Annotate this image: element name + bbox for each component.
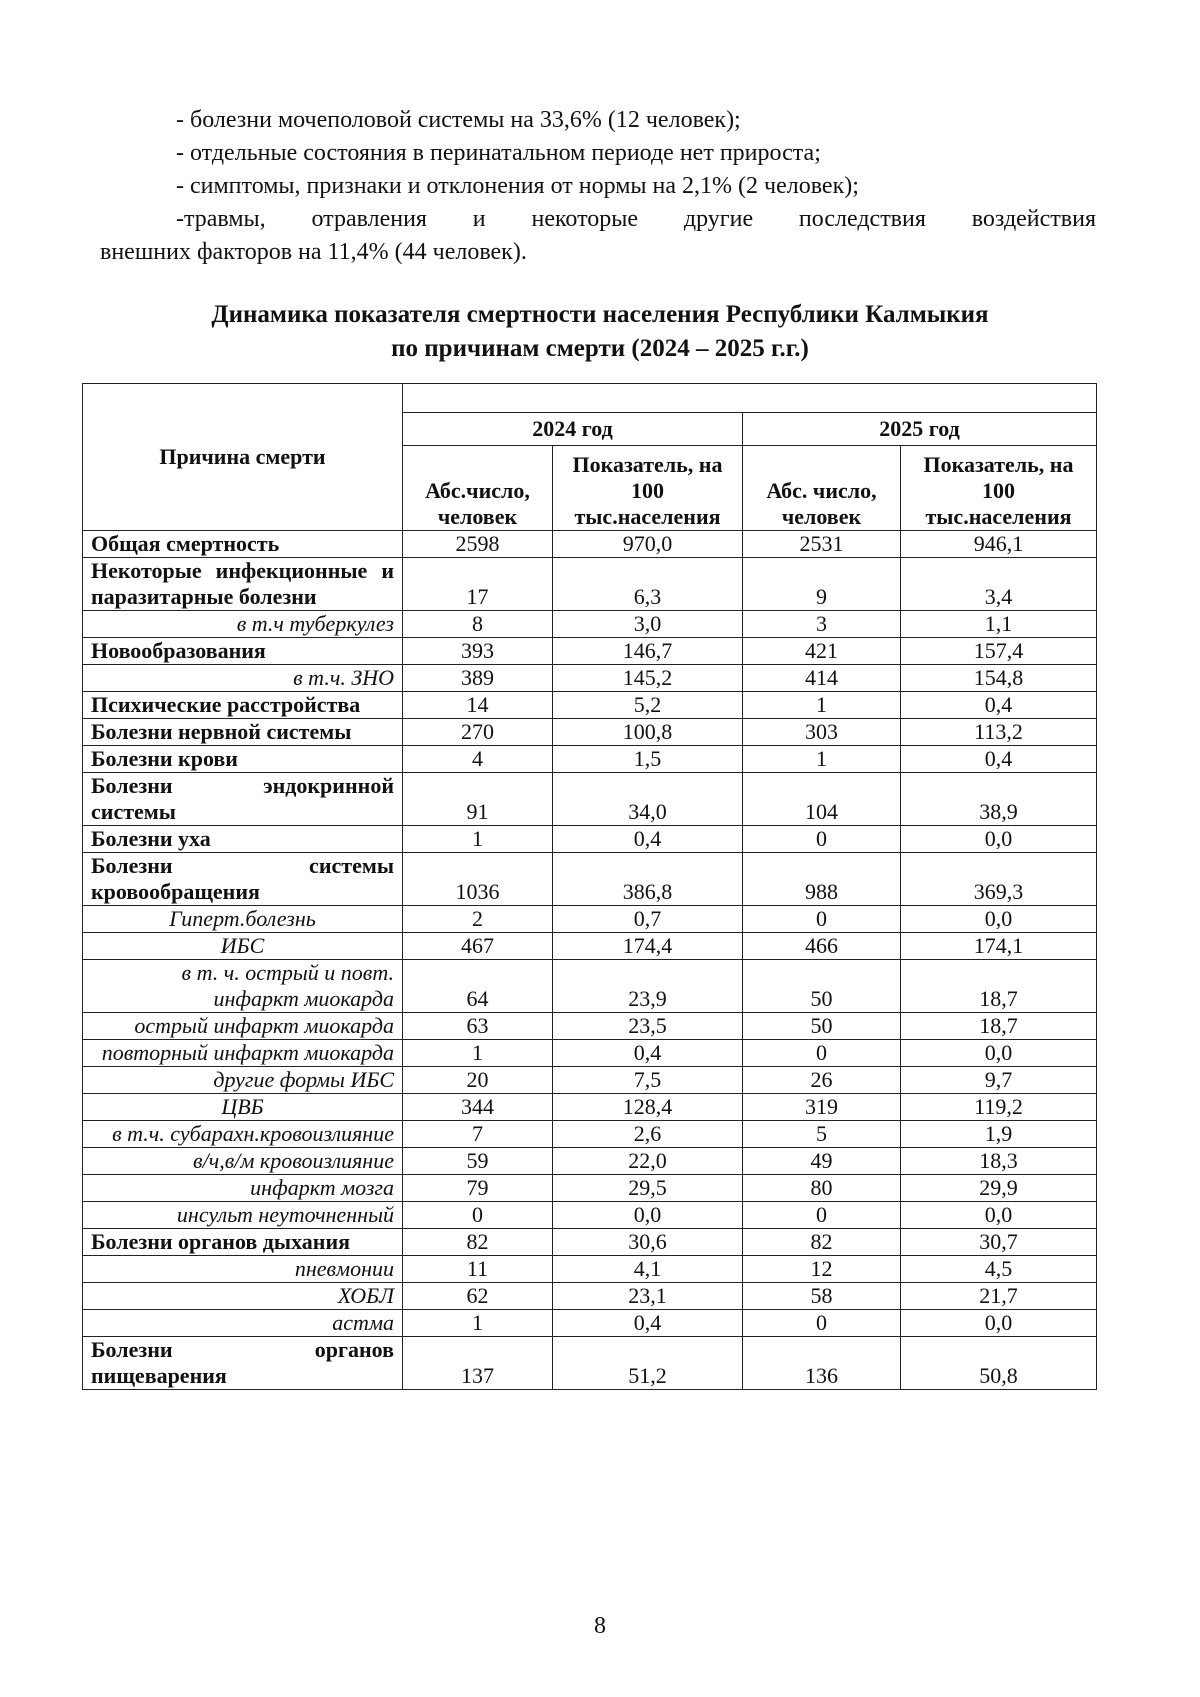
table-row	[83, 1148, 1097, 1175]
cause-name: Болезни органов дыхания	[83, 1229, 403, 1256]
abs-2025: 136	[743, 1337, 901, 1390]
abs-2025: 0	[743, 1310, 901, 1337]
abs-2024: 1	[403, 826, 553, 853]
table-row	[83, 853, 1097, 906]
table-row	[83, 611, 1097, 638]
abs-2024: 1036	[403, 853, 553, 906]
rate-2024: 3,0	[553, 611, 743, 638]
abs-2024: 389	[403, 665, 553, 692]
cause-name: ИБС	[83, 933, 403, 960]
abs-2024: 79	[403, 1175, 553, 1202]
table-row	[83, 1283, 1097, 1310]
abs-2024: 137	[403, 1337, 553, 1390]
abs-2024: 17	[403, 558, 553, 611]
rate-2025: 174,1	[901, 933, 1097, 960]
cause-name: ХОБЛ	[83, 1283, 403, 1310]
abs-2025: 50	[743, 1013, 901, 1040]
abs-2025: 5	[743, 1121, 901, 1148]
cause-header: Причина смерти	[83, 384, 403, 531]
rate-2024: 30,6	[553, 1229, 743, 1256]
rate-2024: 51,2	[553, 1337, 743, 1390]
rate-2024-header: Показатель, на 100 тыс.населения	[553, 446, 743, 531]
intro-line: -травмы, отравления и некоторые другие последствия воздействия	[176, 206, 1096, 232]
rate-2024: 4,1	[553, 1256, 743, 1283]
rate-2024: 146,7	[553, 638, 743, 665]
abs-2025: 0	[743, 1040, 901, 1067]
rate-2025: 29,9	[901, 1175, 1097, 1202]
abs-2025: 9	[743, 558, 901, 611]
abs-2025: 303	[743, 719, 901, 746]
table-row	[83, 665, 1097, 692]
rate-2025: 157,4	[901, 638, 1097, 665]
rate-2025: 9,7	[901, 1067, 1097, 1094]
abs-2024: 62	[403, 1283, 553, 1310]
abs-2024: 4	[403, 746, 553, 773]
table-row	[83, 1013, 1097, 1040]
table-row	[83, 1067, 1097, 1094]
abs-2025: 26	[743, 1067, 901, 1094]
abs-2025: 0	[743, 1202, 901, 1229]
table-row	[83, 1202, 1097, 1229]
abs-2025: 466	[743, 933, 901, 960]
abs-2025: 988	[743, 853, 901, 906]
rate-2024: 174,4	[553, 933, 743, 960]
rate-2024: 100,8	[553, 719, 743, 746]
rate-2024: 970,0	[553, 531, 743, 558]
abs-2025: 50	[743, 960, 901, 1013]
table-body	[83, 531, 1097, 1390]
rate-2024: 7,5	[553, 1067, 743, 1094]
abs-2025: 82	[743, 1229, 901, 1256]
cause-name: в/ч,в/м кровоизлияние	[83, 1148, 403, 1175]
rate-2025: 154,8	[901, 665, 1097, 692]
abs-2024: 2	[403, 906, 553, 933]
abs-2024: 20	[403, 1067, 553, 1094]
rate-2024: 23,1	[553, 1283, 743, 1310]
rate-2024: 1,5	[553, 746, 743, 773]
rate-2024: 5,2	[553, 692, 743, 719]
rate-2025: 30,7	[901, 1229, 1097, 1256]
abs-2025-header: Абс. число, человек	[743, 446, 901, 531]
abs-2024: 59	[403, 1148, 553, 1175]
abs-2025: 414	[743, 665, 901, 692]
cause-name: Общая смертность	[83, 531, 403, 558]
abs-2025: 1	[743, 746, 901, 773]
table-row	[83, 638, 1097, 665]
table-row	[83, 746, 1097, 773]
abs-2024: 91	[403, 773, 553, 826]
rate-2024: 145,2	[553, 665, 743, 692]
abs-2024: 1	[403, 1310, 553, 1337]
rate-2025: 0,0	[901, 1202, 1097, 1229]
abs-2025: 3	[743, 611, 901, 638]
cause-name: инсульт неуточненный	[83, 1202, 403, 1229]
cause-name: астма	[83, 1310, 403, 1337]
abs-2024: 14	[403, 692, 553, 719]
rate-2024: 0,4	[553, 1040, 743, 1067]
table-row	[83, 826, 1097, 853]
abs-2025: 421	[743, 638, 901, 665]
cause-name: Болезни системы кровообращения	[83, 853, 403, 906]
cause-name: Психические расстройства	[83, 692, 403, 719]
rate-2025: 0,0	[901, 1040, 1097, 1067]
mortality-table	[82, 383, 1097, 1390]
abs-2024: 0	[403, 1202, 553, 1229]
abs-2025: 104	[743, 773, 901, 826]
table-title	[100, 298, 1100, 366]
rate-2024: 2,6	[553, 1121, 743, 1148]
table-row	[83, 719, 1097, 746]
rate-2024: 6,3	[553, 558, 743, 611]
rate-2024: 23,9	[553, 960, 743, 1013]
intro-line: внешних факторов на 11,4% (44 человек).	[100, 239, 527, 265]
abs-2024-header: Абс.число, человек	[403, 446, 553, 531]
rate-2025: 0,0	[901, 826, 1097, 853]
rate-2025: 4,5	[901, 1256, 1097, 1283]
rate-2025: 369,3	[901, 853, 1097, 906]
cause-name: инфаркт мозга	[83, 1175, 403, 1202]
table-row	[83, 1040, 1097, 1067]
table-row	[83, 1175, 1097, 1202]
abs-2024: 64	[403, 960, 553, 1013]
rate-2025: 113,2	[901, 719, 1097, 746]
table-row	[83, 1229, 1097, 1256]
abs-2025: 2531	[743, 531, 901, 558]
cause-name: в т.ч. ЗНО	[83, 665, 403, 692]
cause-name: повторный инфаркт миокарда	[83, 1040, 403, 1067]
rate-2025: 0,0	[901, 906, 1097, 933]
table-row	[83, 773, 1097, 826]
abs-2025: 0	[743, 906, 901, 933]
rate-2024: 0,4	[553, 1310, 743, 1337]
intro-line: - симптомы, признаки и отклонения от нормы на 2,1% (2 человек);	[176, 173, 859, 199]
abs-2025: 1	[743, 692, 901, 719]
abs-2024: 11	[403, 1256, 553, 1283]
cause-name: другие формы ИБС	[83, 1067, 403, 1094]
cause-name: Гиперт.болезнь	[83, 906, 403, 933]
abs-2025: 80	[743, 1175, 901, 1202]
cause-name: Болезни органов пищеварения	[83, 1337, 403, 1390]
abs-2024: 393	[403, 638, 553, 665]
rate-2025: 18,3	[901, 1148, 1097, 1175]
rate-2024: 22,0	[553, 1148, 743, 1175]
abs-2024: 344	[403, 1094, 553, 1121]
rate-2025: 18,7	[901, 1013, 1097, 1040]
rate-2024: 29,5	[553, 1175, 743, 1202]
rate-2024: 128,4	[553, 1094, 743, 1121]
abs-2024: 1	[403, 1040, 553, 1067]
rate-2024: 0,0	[553, 1202, 743, 1229]
cause-name: в т.ч. субарахн.кровоизлияние	[83, 1121, 403, 1148]
intro-line: - отдельные состояния в перинатальном периоде нет прироста;	[176, 140, 821, 166]
table-row	[83, 531, 1097, 558]
rate-2025: 1,1	[901, 611, 1097, 638]
abs-2024: 63	[403, 1013, 553, 1040]
title-line-1: Динамика показателя смертности населения Республики Калмыкия	[211, 301, 989, 328]
rate-2024: 386,8	[553, 853, 743, 906]
rate-2025: 21,7	[901, 1283, 1097, 1310]
intro-text	[100, 104, 1096, 269]
rate-2025: 0,4	[901, 746, 1097, 773]
table-row	[83, 1256, 1097, 1283]
abs-2024: 270	[403, 719, 553, 746]
title-line-2: по причинам смерти (2024 – 2025 г.г.)	[391, 335, 809, 362]
rate-2024: 34,0	[553, 773, 743, 826]
cause-name: Болезни крови	[83, 746, 403, 773]
cause-name: Болезни нервной системы	[83, 719, 403, 746]
cause-name: Болезни эндокринной системы	[83, 773, 403, 826]
rate-2025: 0,0	[901, 1310, 1097, 1337]
table-row	[83, 960, 1097, 1013]
cause-name: острый инфаркт миокарда	[83, 1013, 403, 1040]
rate-2025: 50,8	[901, 1337, 1097, 1390]
abs-2025: 58	[743, 1283, 901, 1310]
rate-2025: 38,9	[901, 773, 1097, 826]
abs-2024: 82	[403, 1229, 553, 1256]
rate-2024: 0,4	[553, 826, 743, 853]
abs-2025: 12	[743, 1256, 901, 1283]
rate-2024: 23,5	[553, 1013, 743, 1040]
table-row	[83, 1121, 1097, 1148]
rate-2025: 3,4	[901, 558, 1097, 611]
year-2024-header: 2024 год	[403, 413, 743, 446]
rate-2025: 18,7	[901, 960, 1097, 1013]
cause-name: Некоторые инфекционные и паразитарные болезни	[83, 558, 403, 611]
cause-name: ЦВБ	[83, 1094, 403, 1121]
abs-2025: 0	[743, 826, 901, 853]
cause-name: в т.ч туберкулез	[83, 611, 403, 638]
header-spacer-row	[83, 384, 1097, 413]
rate-2025: 1,9	[901, 1121, 1097, 1148]
cause-name: Новообразования	[83, 638, 403, 665]
page-number: 8	[594, 1613, 606, 1639]
cause-name: пневмонии	[83, 1256, 403, 1283]
table-row	[83, 1337, 1097, 1390]
abs-2025: 49	[743, 1148, 901, 1175]
rate-2025: 946,1	[901, 531, 1097, 558]
table-row	[83, 906, 1097, 933]
abs-2024: 7	[403, 1121, 553, 1148]
table-row	[83, 1094, 1097, 1121]
table-row	[83, 1310, 1097, 1337]
abs-2024: 467	[403, 933, 553, 960]
table-row	[83, 933, 1097, 960]
empty-header-cell	[403, 384, 1097, 413]
cause-name: в т. ч. острый и повт. инфаркт миокарда	[83, 960, 403, 1013]
rate-2025-header: Показатель, на 100 тыс.населения	[901, 446, 1097, 531]
rate-2025: 0,4	[901, 692, 1097, 719]
abs-2024: 8	[403, 611, 553, 638]
year-2025-header: 2025 год	[743, 413, 1097, 446]
abs-2024: 2598	[403, 531, 553, 558]
abs-2025: 319	[743, 1094, 901, 1121]
cause-name: Болезни уха	[83, 826, 403, 853]
rate-2025: 119,2	[901, 1094, 1097, 1121]
table-row	[83, 558, 1097, 611]
rate-2024: 0,7	[553, 906, 743, 933]
intro-line: - болезни мочеполовой системы на 33,6% (12 человек);	[176, 107, 741, 133]
table-row	[83, 692, 1097, 719]
